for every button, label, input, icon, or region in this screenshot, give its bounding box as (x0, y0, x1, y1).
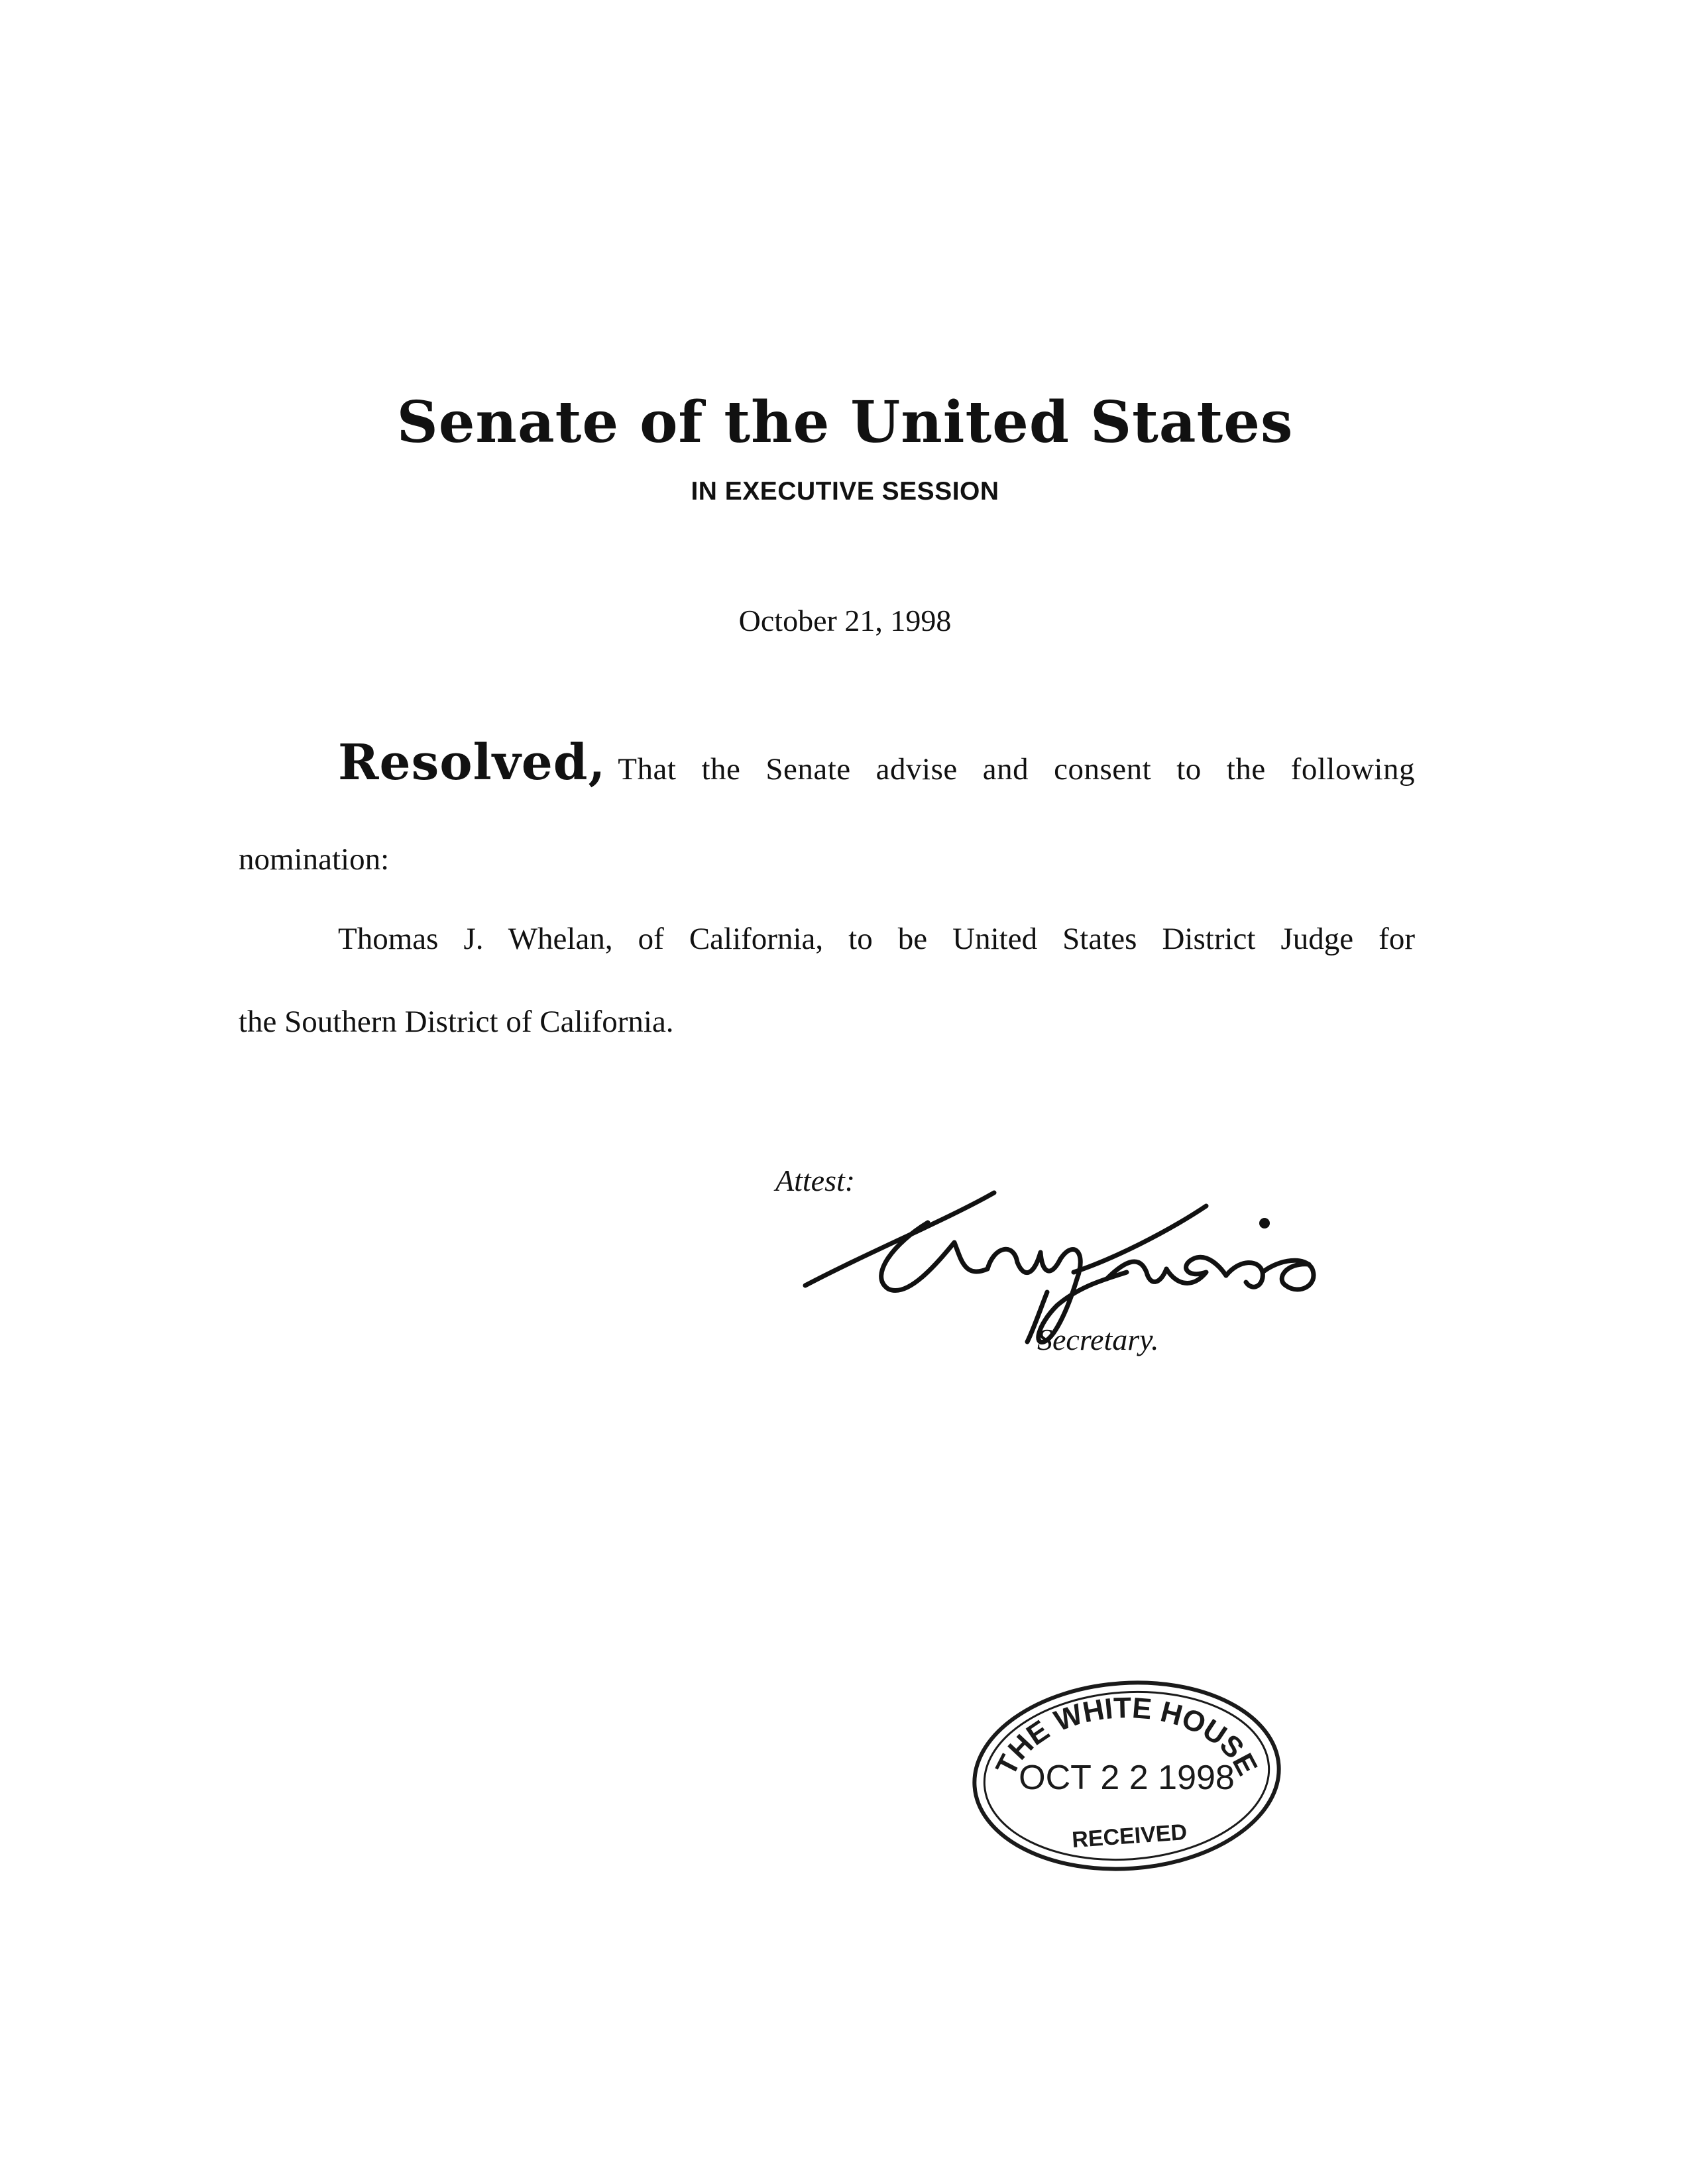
secretary-title: Secretary. (1037, 1323, 1159, 1356)
resolution-text-line-1: That the Senate advise and consent to the following (618, 752, 1415, 787)
resolution-first-line (338, 734, 1415, 791)
attest-label: Attest: (775, 1164, 856, 1197)
resolution-text-line-2: nomination: (239, 842, 390, 877)
stamp-received-text: RECEIVED (1071, 1820, 1188, 1853)
executive-session-label: IN EXECUTIVE SESSION (691, 477, 999, 506)
nominee-text-line-1: Thomas J. Whelan, of California, to be United States District Judge for (338, 922, 1415, 956)
senate-masthead: Senate of the United States (396, 389, 1294, 456)
resolution-date: October 21, 1998 (738, 604, 952, 637)
white-house-received-stamp (968, 1676, 1286, 1875)
resolved-heading: Resolved, (338, 734, 606, 791)
stamp-date: OCT 2 2 1998 (1019, 1759, 1235, 1797)
nominee-text-line-2: the Southern District of California. (239, 1005, 674, 1039)
stamp-top-text: THE WHITE HOUSE (989, 1692, 1264, 1781)
